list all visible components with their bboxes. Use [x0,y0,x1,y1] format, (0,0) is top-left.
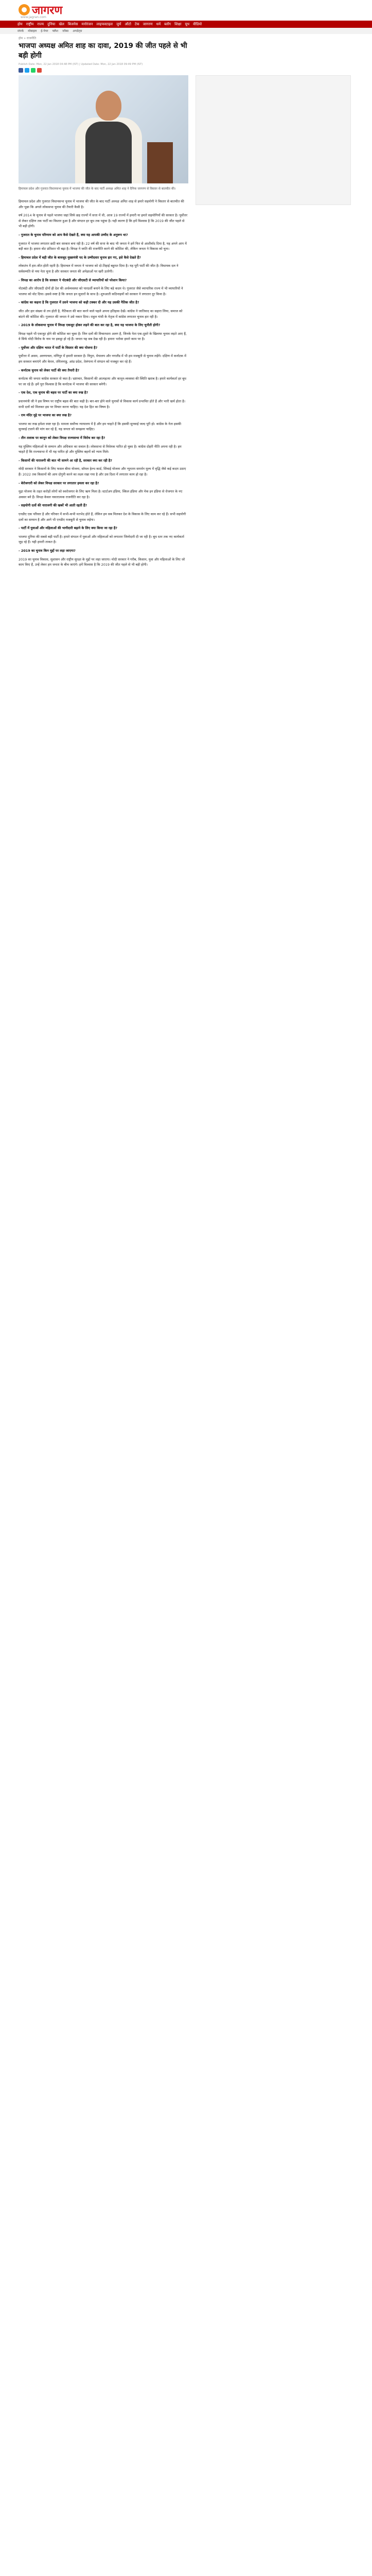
article-paragraph: भाजपा का रुख हमेशा स्पष्ट रहा है। मामला सर्वोच्च न्यायालय में है और हम चाहते हैं कि इसकी सुनवाई जल्द पूरी हो। कांग्रेस के नेता इसकी सुनवाई टालने की मांग कर रहे हैं, यह जनता को समझना चाहिए। [19,421,182,432]
interview-question: - कर्नाटक चुनाव को लेकर पार्टी की क्या तैयारी है? [19,368,80,372]
nav-item[interactable]: यूथ [185,22,190,26]
subnav-item[interactable]: अपडेट्स [73,29,82,33]
google-plus-icon[interactable] [37,68,42,73]
nav-item[interactable]: होम [17,22,23,26]
nav-item[interactable]: जागरण [143,22,153,26]
site-header [0,0,372,21]
interview-question: - हिमाचल प्रदेश में बड़ी जीत के बावजूद मुख्यमंत्री पद के उम्मीदवार चुनाव हार गए, इसे कैसे देखते हैं? [19,255,141,260]
interview-question: - तीन तलाक पर कानून को लेकर विपक्ष राज्यसभा में विरोध कर रहा है? [19,436,105,440]
sub-nav [0,28,372,34]
interview-question: - पार्टी में युवाओं और महिलाओं की भागीदारी बढ़ाने के लिए क्या किया जा रहा है? [19,526,118,531]
interview-question: - राम मंदिर मुद्दे पर भाजपा का क्या रुख है? [19,413,72,418]
article-paragraph: प्रधानमंत्री जी ने इस विषय पर राष्ट्रीय बहस की बात कही है। बार-बार होने वाले चुनावों से विकास कार्य प्रभावित होते हैं और भारी खर्च होता है। सभी दलों को मिलकर इस पर विचार करना चाहिए। यह देश हित का विषय है। [19,399,186,409]
nav-item[interactable]: ऑटो [125,22,131,26]
speaker-figure [75,91,142,183]
interview-question: - गुजरात के चुनाव परिणाम को आप कैसे देखते हैं, क्या यह आपकी उम्मीद के अनुरूप था? [19,232,128,237]
subnav-item[interactable]: फ्लैश [52,29,59,33]
nav-item[interactable]: धर्म [156,22,161,26]
share-bar [19,68,43,73]
nav-item[interactable]: राष्ट्रीय [26,22,34,26]
facebook-icon[interactable] [19,68,23,73]
nav-item[interactable]: टेक [134,22,139,26]
image-caption: हिमाचल प्रदेश और गुजरात विधानसभा चुनाव में भाजपा की जीत के बाद पार्टी अध्यक्ष अमित शाह ने दैनिक जागरण से विस्तार से बातचीत की। [19,187,176,191]
subnav-item[interactable]: ई-पेपर [41,29,48,33]
article-paragraph: गुजरात में भाजपा लगातार छठी बार सरकार बना रही है। 22 वर्ष की सत्ता के बाद भी जनता ने हमें फिर से आशीर्वाद दिया है, यह अपने आप में बड़ी बात है। हमारा वोट प्रतिशत भी बढ़ा है। विपक्ष ने जाति की राजनीति करने की कोशिश की, लेकिन जनता ने विकास को चुना। [19,241,187,251]
interview-question: - 2019 के लोकसभा चुनाव में विपक्ष एकजुट होकर लड़ने की बात कर रहा है, क्या यह भाजपा के लिए चुनौती होगी? [19,323,161,328]
publish-date: Publish Date: Mon, 22 Jan 2018 04:48 PM (IST) | Updated Date: Mon, 22 Jan 2018 09:49 PM (IST) [19,63,143,66]
nav-item[interactable]: वीडियो [193,22,202,26]
article-paragraph: लोकतंत्र में हार-जीत होती रहती है। हिमाचल में जनता ने भाजपा को दो-तिहाई बहुमत दिया है। यह पूरी पार्टी की जीत है। विधायक दल ने सर्वसम्मति से नया नेता चुना है और सरकार जनता की अपेक्षाओं पर खरी उतरेगी। [19,264,179,274]
article-body [19,199,188,571]
article-paragraph: भाजपा दुनिया की सबसे बड़ी पार्टी है। हमारे संगठन में युवाओं और महिलाओं को लगातार जिम्मेदारी दी जा रही है। बूथ स्तर तक नए कार्यकर्ता जुड़ रहे हैं। यही हमारी ताकत है। [19,534,184,545]
article-paragraph: यह मुस्लिम महिलाओं के सम्मान और अधिकार का सवाल है। लोकसभा से विधेयक पारित हो चुका है। कांग्रेस दोहरी नीति अपना रही है। हम चाहते हैं कि राज्यसभा में भी यह पारित हो और मुस्लिम बहनों को न्याय मिले। [19,444,182,454]
interview-question: - किसानों की नाराजगी की बात भी सामने आ रही है, सरकार क्या कर रही है? [19,458,112,463]
twitter-icon[interactable] [25,68,29,73]
whatsapp-icon[interactable] [31,68,36,73]
nav-item[interactable]: जुर्म [116,22,121,26]
article-paragraph: विपक्ष पहले भी एकजुट होने की कोशिश कर चुका है। जिन दलों की विचारधारा अलग है, जिनके नेता एक-दूसरे के खिलाफ चुनाव लड़ते आए हैं, वे सिर्फ मोदी विरोध के नाम पर इकट्ठा हो रहे हैं। जनता यह सब देख रही है। हमारा भरोसा हमारे काम पर है। [19,331,187,342]
interview-question: - सहयोगी दलों की नाराजगी की खबरें भी आती रहती हैं? [19,503,87,508]
subnav-item[interactable]: जॉब्स [62,29,69,33]
interview-question: - पूर्वोत्तर और दक्षिण भारत में पार्टी के विस्तार की क्या योजना है? [19,345,98,350]
main-nav [0,21,372,28]
article-paragraph: जीत और हार संख्या से तय होती है, नैतिकता की बात करने वाले पहले अपना इतिहास देखें। कांग्रेस ने जातिवाद का सहारा लिया, समाज को बांटने की कोशिश की। गुजरात की जनता ने उसे नकार दिया। राहुल गांधी के नेतृत्व में कांग्रेस लगातार चुनाव हार रही है। [19,309,183,319]
article-paragraph: वर्ष 2014 के चुनाव से पहले भाजपा जहां सिर्फ छह राज्यों में सत्ता में थी, आज 19 राज्यों में हमारी या हमारे सहयोगियों की सरकार है। पूर्वोत्तर से लेकर दक्षिण तक पार्टी का विस्तार हुआ है और संगठन हर बूथ तक पहुंचा है। यही कारण है कि हमें विश्वास है कि 2019 की जीत पहले से भी बड़ी होगी। [19,213,188,229]
logo-icon [19,4,30,15]
subnav-item[interactable]: संपर्क [17,29,24,33]
article-paragraph: कर्नाटक की जनता कांग्रेस सरकार से त्रस्त है। भ्रष्टाचार, किसानों की आत्महत्या और कानून-व्यवस्था की स्थिति खराब है। हमारे कार्यकर्ता हर बूथ पर जा रहे हैं। हमें पूरा विश्वास है कि कर्नाटक में भाजपा की सरकार बनेगी। [19,377,187,386]
nav-item[interactable]: ब्लॉग [164,22,171,26]
nav-item[interactable]: बिजनेस [67,22,78,26]
article-paragraph: मुद्रा योजना के तहत करोड़ों लोगों को स्वरोजगार के लिए ऋण मिला है। स्टार्टअप इंडिया, स्किल इंडिया और मेक इन इंडिया से रोजगार के नए अवसर बने हैं। विपक्ष केवल नकारात्मक राजनीति कर रहा है। [19,489,183,499]
nav-item[interactable]: दुनिया [47,22,56,26]
interview-question: - बेरोजगारी को लेकर विपक्ष सरकार पर लगातार हमला कर रहा है? [19,481,99,485]
nav-item[interactable]: खेल [59,22,64,26]
hero-image [19,75,188,183]
interview-question: - कांग्रेस का कहना है कि गुजरात में उसने भाजपा को कड़ी टक्कर दी और यह उसकी नैतिक जीत है? [19,300,139,305]
article-paragraph: हिमाचल प्रदेश और गुजरात विधानसभा चुनाव में भाजपा की जीत के बाद पार्टी अध्यक्ष अमित शाह से हमारे सहयोगी ने विस्तार से बातचीत की और पूछा कि अगले लोकसभा चुनाव की तैयारी कैसी है। [19,199,184,209]
nav-item[interactable]: मनोरंजन [81,22,93,26]
nav-item[interactable]: शिक्षा [174,22,182,26]
logo-text: जागरण [32,4,63,17]
interview-question: - विपक्ष का आरोप है कि सरकार ने नोटबंदी और जीएसटी से व्यापारियों को परेशान किया? [19,278,127,282]
logo-subtext: www.jagran.com [21,15,46,19]
article-headline: भाजपा अध्यक्ष अमित शाह का दावा, 2019 की जीत पहले से भी बड़ी होगी [19,42,187,60]
interview-question: - एक देश, एक चुनाव की बहस पर पार्टी का क्या रुख है? [19,391,88,395]
sidebar-ad-slot[interactable] [196,75,351,205]
article-paragraph: 2019 का चुनाव विकास, सुशासन और राष्ट्रीय सुरक्षा के मुद्दों पर लड़ा जाएगा। मोदी सरकार ने गरीब, किसान, युवा और महिलाओं के लिए जो काम किए हैं, उन्हें लेकर हम जनता के बीच जाएंगे। हमें विश्वास है कि 2019 की जीत पहले से भी बड़ी होगी। [19,557,185,567]
article-paragraph: एनडीए एक परिवार है और परिवार में कभी-कभी मतभेद होते हैं, लेकिन हम सब मिलकर देश के विकास के लिए काम कर रहे हैं। सभी सहयोगी दलों का सम्मान है और आगे भी एनडीए मजबूती से चुनाव लड़ेगा। [19,512,186,522]
subnav-item[interactable]: मोबाइल [28,29,37,33]
nav-item[interactable]: लाइफस्टाइल [96,22,113,26]
nav-item[interactable]: राज्य [37,22,44,26]
article-paragraph: नोटबंदी और जीएसटी दोनों ही देश की अर्थव्यवस्था को पारदर्शी बनाने के लिए बड़े कदम थे। गुजरात जैसे व्यापारिक राज्य में भी व्यापारियों ने भाजपा को वोट दिया। इससे स्पष्ट है कि जनता इन सुधारों के साथ है। शुरुआती कठिनाइयों को सरकार ने लगातार दूर किया है। [19,286,183,296]
article-paragraph: मोदी सरकार ने किसानों के लिए फसल बीमा योजना, सॉयल हेल्थ कार्ड, सिंचाई योजना और न्यूनतम समर्थन मूल्य में वृद्धि जैसे कई कदम उठाए हैं। 2022 तक किसानों की आय दोगुनी करने का लक्ष्य रखा गया है और उस दिशा में लगातार काम हो रहा है। [19,467,186,477]
interview-question: - 2019 का चुनाव किन मुद्दों पर लड़ा जाएगा? [19,548,76,553]
article-paragraph: पूर्वोत्तर में असम, अरुणाचल, मणिपुर में हमारी सरकार है। त्रिपुरा, मेघालय और नगालैंड में भी हम मजबूती से चुनाव लड़ेंगे। दक्षिण में कर्नाटक में हम सरकार बनाएंगे और केरल, तमिलनाडु, आंध्र प्रदेश, तेलंगाना में संगठन को मजबूत कर रहे हैं। [19,354,186,364]
breadcrumb[interactable]: होम » राजनीति [19,37,37,40]
podium [147,142,173,183]
site-logo[interactable] [19,3,62,17]
